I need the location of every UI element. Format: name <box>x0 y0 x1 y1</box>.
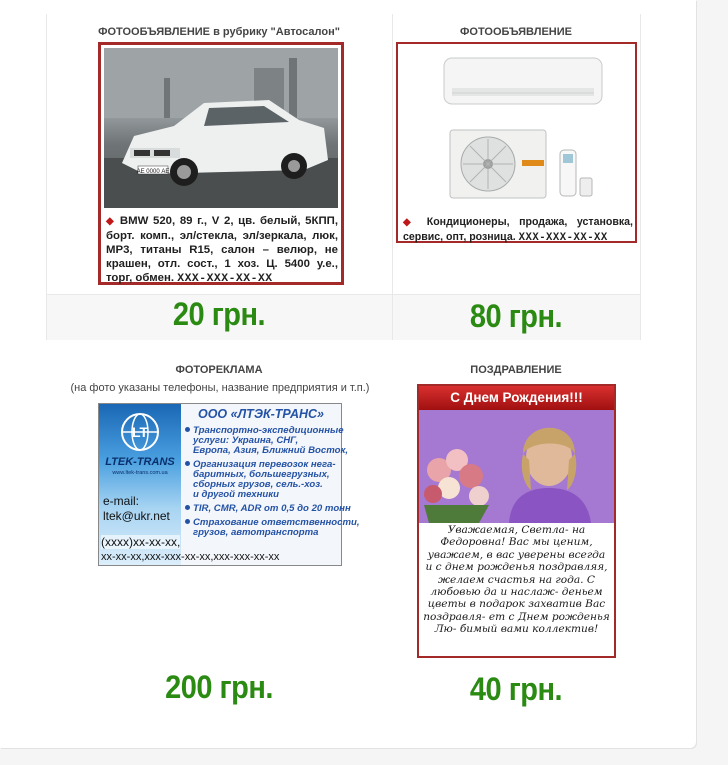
ltek-service-line: Страхование ответственности, <box>185 518 360 529</box>
ltek-service-line: баритных, большегрузных, <box>193 469 330 480</box>
photoreklama-title: ФОТОРЕКЛАМА <box>175 364 263 376</box>
column-divider <box>392 14 393 340</box>
greeting-price: 40 грн. <box>469 672 563 708</box>
bullet-icon: ◆ <box>403 217 418 228</box>
greeting-header: С Днем Рождения!!! <box>419 386 614 410</box>
ltek-service-line: сборных грузов, сель.-хоз. <box>193 479 323 490</box>
ltek-service-line: услуги: Украина, СНГ, <box>193 435 299 446</box>
ltek-service-line: Европа, Азия, Ближний Восток, <box>193 445 349 456</box>
ltek-service-line: грузов, автотранспорта <box>193 527 319 538</box>
air-conditioner-illustration <box>400 46 633 206</box>
ltek-ad-card[interactable] <box>98 403 360 566</box>
ltek-service-line: Организация перевозок нега- <box>185 460 336 471</box>
photoreklama-price: 200 грн. <box>165 670 273 706</box>
car-ad-description: BMW 520, 89 г., V 2, цв. белый, 5КПП, борт. комп., эл/стекла, эл/зеркала, люк, MP3, титаны R15, салон – велюр, не крашен, отл. сост., 1 хоз. Ц. 5400 у.е., торг, обмен. <box>106 215 338 284</box>
greeting-card[interactable] <box>417 384 616 658</box>
ac-photo <box>400 46 633 206</box>
portrait-with-flowers-illustration <box>419 410 614 523</box>
greeting-text: Уважаемая, Светла- на Федоровна! Вас мы ценим, уважаем, в вас уверены всегда и с днем рожденья поздравляя, желаем счастья на года. С любовью да и наслаж- деньем цветы в подарок захватив Вас поздравля- ет с Днем рожденья Лю- бимый вами коллектив! <box>423 524 610 636</box>
car-ad-text <box>106 214 338 286</box>
ltek-phone-2: хх-хх-хх,ххх-ххх-хх-хх,ххх-ххх-хх-хх <box>101 551 280 563</box>
right-border <box>640 14 641 340</box>
ac-ad-card[interactable] <box>396 42 637 243</box>
ltek-email-label: e-mail: <box>103 494 140 508</box>
ltek-logo-text: LTEK-TRANS <box>105 456 175 468</box>
ltek-service-line: Транспортно-экспедиционные <box>185 426 344 437</box>
ltek-service-line: и другой техники <box>193 489 279 500</box>
ltek-phone-1: (хххх)хх-хх-хх, <box>101 535 181 549</box>
ltek-service-line: TIR, CMR, ADR от 0,5 до 20 тонн <box>185 504 351 515</box>
ac-ad-phone: ХХХ-ХХХ-ХХ-ХХ <box>518 232 608 244</box>
bullet-icon: ◆ <box>106 216 116 227</box>
ac-ad-description: Кондиционеры, продажа, установка, сервис, опт, розница. <box>403 216 633 243</box>
car-ad-phone: ХХХ-ХХХ-ХХ-ХХ <box>177 273 273 285</box>
autosalon-price: 20 грн. <box>172 297 266 333</box>
car-photo <box>104 48 338 208</box>
autosalon-title: ФОТООБЪЯВЛЕНИЕ в рубрику "Автосалон" <box>98 26 340 38</box>
ac-ad-text <box>403 215 633 245</box>
photoad-title: ФОТООБЪЯВЛЕНИЕ <box>460 26 572 38</box>
photoreklama-subtitle: (на фото указаны телефоны, название предприятия и т.п.) <box>70 382 370 394</box>
row-divider <box>46 294 640 295</box>
car-ad-card[interactable] <box>98 42 344 285</box>
ltek-company-name: ООО «ЛТЭК-ТРАНС» <box>197 407 325 421</box>
license-plate: АЕ 0000 АЕ <box>136 169 170 175</box>
greeting-title: ПОЗДРАВЛЕНИЕ <box>470 364 562 376</box>
greeting-photo <box>419 410 614 523</box>
photoad-price: 80 грн. <box>469 299 563 335</box>
ltek-email: ltek@ukr.net <box>103 509 170 523</box>
svg-text:LT: LT <box>131 424 149 440</box>
left-border <box>46 14 47 340</box>
car-illustration <box>104 48 338 208</box>
ltek-website: www.ltek-trans.com.ua <box>112 470 168 476</box>
